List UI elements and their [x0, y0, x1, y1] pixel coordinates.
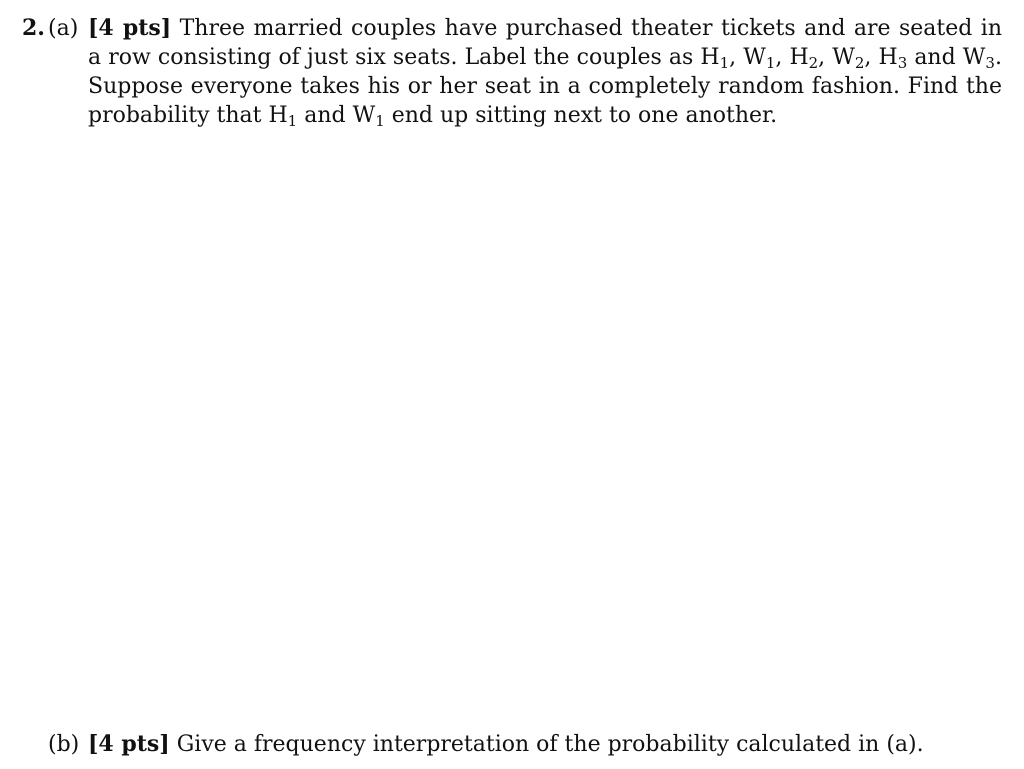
h1-symbol: $H_1$	[268, 103, 298, 130]
problem-number: 2.	[22, 15, 45, 41]
part-a-text-1: Three married couples have purchased theater tickets and are seated in a row consisting of just six seats. Label the couples as	[88, 16, 1002, 70]
couple-w3: $W_3$	[962, 45, 995, 72]
couple-w1: $W_1$	[743, 45, 776, 72]
part-a-text: [4 pts] Three married couples have purchased theater tickets and are seated in a row consisting of just six seats. Label the couples as $H_1$, $W_1$, $H_2$, $W_2$, $H_3$ and $W_3$. Suppose everyone takes his or her seat in a completely random fashion. Find the probability that $H_1$ and $W_1$ end up sitting next to one another.	[88, 15, 1002, 130]
part-b-label: (b)	[48, 732, 80, 757]
part-a-text-2: Suppose everyone takes his or her seat in a completely random fashion. Find the probability that	[88, 74, 1002, 128]
couple-w2: $W_2$	[832, 45, 865, 72]
problem-2	[22, 14, 1002, 130]
part-b	[48, 730, 1008, 759]
couple-h3: $H_3$	[878, 45, 908, 72]
part-a-label: (a)	[48, 16, 79, 41]
part-a	[22, 14, 1002, 130]
part-b-text: [4 pts] Give a frequency interpretation of the probability calculated in (a).	[88, 731, 924, 757]
couple-h2: $H_2$	[789, 45, 819, 72]
couple-h1: $H_1$	[700, 45, 730, 72]
w1-symbol: $W_1$	[352, 103, 385, 130]
part-b-points: [4 pts]	[88, 731, 170, 757]
part-a-points: [4 pts]	[88, 15, 172, 41]
part-a-text-4: end up sitting next to one another.	[384, 103, 778, 128]
